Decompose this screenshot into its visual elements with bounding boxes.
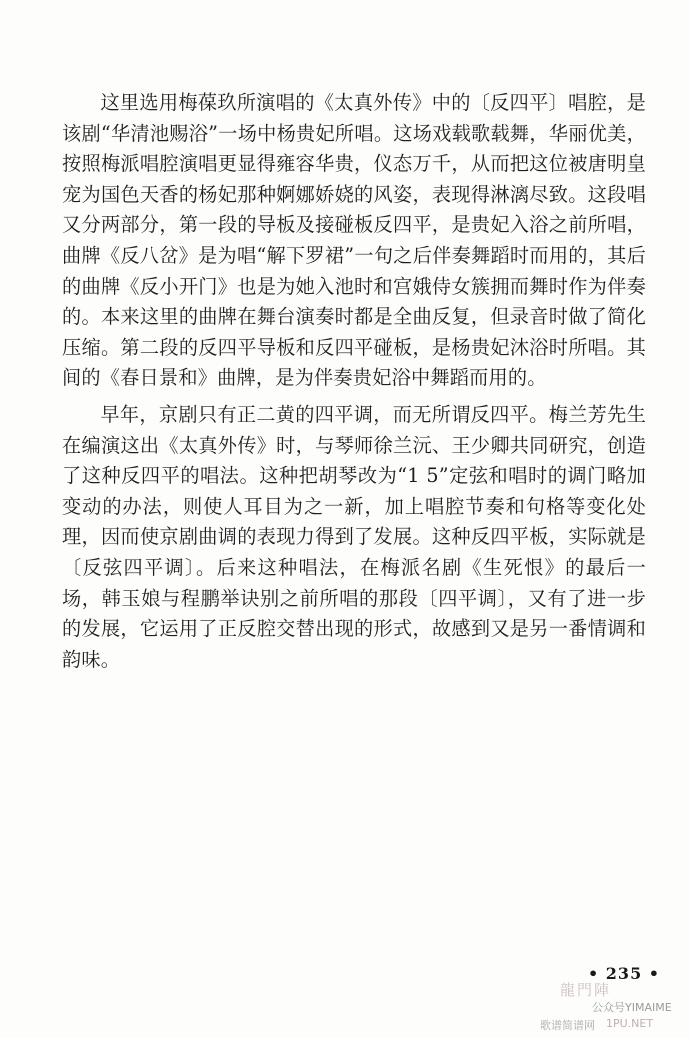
page-number: • 235 •	[588, 964, 660, 983]
watermark-account: 公众号YIMAIME	[592, 1001, 672, 1014]
watermark-site: 歌谱简谱网	[540, 1019, 595, 1032]
watermark-logo: 龍門陣	[560, 981, 612, 999]
body-text	[62, 88, 646, 675]
paragraph-2: 早年，京剧只有正二黄的四平调，而无所谓反四平。梅兰芳先生在编演这出《太真外传》时，与琴师徐兰沅、王少卿共同研究，创造了这种反四平的唱法。这种把胡琴改为“1 5”定弦和唱时的调门略加变动的办法，则使人耳目为之一新，加上唱腔节奏和句格等变化处理，因而使京剧曲调的表现力得到了发展。这种反四平板，实际就是〔反弦四平调〕。后来这种唱法，在梅派名剧《生死恨》的最后一场，韩玉娘与程鹏举诀别之前所唱的那段〔四平调〕，又有了进一步的发展，它运用了正反腔交替出现的形式，故感到又是另一番情调和韵味。	[62, 402, 646, 671]
paragraph-1: 这里选用梅葆玖所演唱的《太真外传》中的〔反四平〕唱腔，是该剧“华清池赐浴”一场中杨贵妃所唱。这场戏载歌载舞，华丽优美，按照梅派唱腔演唱更显得雍容华贵，仪态万千，从而把这位被唐明皇宠为国色天香的杨妃那种婀娜娇娆的风姿，表现得淋漓尽致。这段唱又分两部分，第一段的导板及接碰板反四平，是贵妃入浴之前所唱，曲牌《反八岔》是为唱“解下罗裙”一句之后伴奏舞蹈时而用的，其后的曲牌《反小开门》也是为她入池时和宫娥侍女簇拥而舞时作为伴奏的。本来这里的曲牌在舞台演奏时都是全曲反复，但录音时做了简化压缩。第二段的反四平导板和反四平碰板，是杨贵妃沐浴时所唱。其间的《春日景和》曲牌，是为伴奏贵妃浴中舞蹈而用的。	[62, 91, 646, 390]
watermark-url: 1PU.NET	[606, 1017, 654, 1030]
